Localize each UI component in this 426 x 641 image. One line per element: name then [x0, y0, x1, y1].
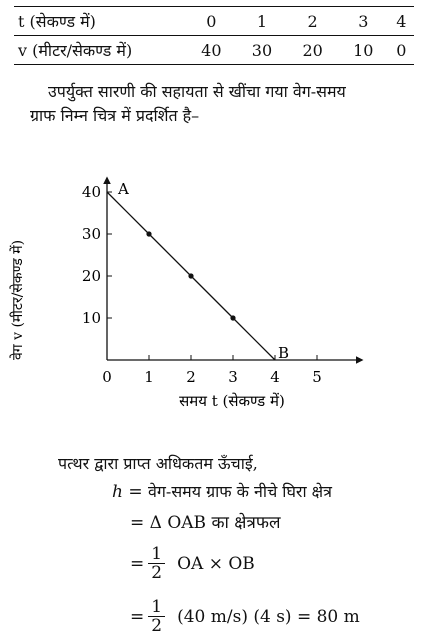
velocity-cell: 10	[338, 36, 389, 65]
point-label-a: A	[118, 180, 129, 198]
caption-line-1: उपर्युक्त सारणी की सहायता से खींचा गया वेग-समय	[48, 82, 346, 101]
data-point	[146, 231, 151, 236]
time-cell: 4	[389, 7, 414, 36]
y-tick-label: 30	[81, 225, 101, 243]
h-lhs: h =	[112, 482, 143, 502]
chart-layer	[82, 178, 362, 386]
table-row-velocity	[14, 36, 414, 65]
time-cell: 3	[338, 7, 389, 36]
x-tick-label: 4	[270, 368, 280, 386]
velocity-cell: 40	[186, 36, 237, 65]
equals-sign: =	[130, 606, 145, 627]
time-cell: 2	[287, 7, 338, 36]
final-result: (40 m/s) (4 s) = 80 m	[177, 606, 360, 627]
y-axis-label: वेग v (मीटर/सेकण्ड में)	[10, 239, 26, 361]
fraction-numerator: 1	[148, 598, 165, 617]
h-equation	[112, 480, 332, 502]
x-tick-label: 3	[228, 368, 238, 386]
x-tick-label: 1	[144, 368, 154, 386]
half-fraction	[148, 545, 165, 582]
x-tick-label: 5	[312, 368, 322, 386]
y-tick-label: 10	[81, 309, 101, 327]
x-axis-label: समय t (सेकण्ड में)	[179, 392, 285, 410]
x-tick-label: 0	[102, 368, 112, 386]
h-rhs: वेग-समय ग्राफ के नीचे घिरा क्षेत्र	[148, 482, 332, 501]
y-tick-label: 40	[81, 183, 101, 201]
solution-intro: पत्थर द्वारा प्राप्त अधिकतम ऊँचाई,	[58, 454, 258, 473]
point-label-b: B	[278, 344, 290, 362]
y-tick-label: 20	[81, 267, 101, 285]
time-cell: 1	[237, 7, 288, 36]
equals-sign: =	[130, 553, 145, 574]
oa-ob-product: OA × OB	[177, 553, 255, 574]
half-fraction	[148, 598, 165, 635]
area-equation: = Δ OAB का क्षेत्रफल	[130, 513, 281, 533]
velocity-time-graph	[0, 160, 426, 420]
final-equation	[130, 598, 360, 635]
velocity-cell: 20	[287, 36, 338, 65]
velocity-cell: 30	[237, 36, 288, 65]
velocity-cell: 0	[389, 36, 414, 65]
fraction-denominator: 2	[151, 563, 163, 583]
data-table	[14, 6, 414, 65]
caption-line-2: ग्राफ निम्न चित्र में प्रदर्शित है–	[30, 106, 200, 125]
fraction-denominator: 2	[151, 616, 163, 636]
half-base-height-equation	[130, 545, 255, 582]
table-row-time	[14, 7, 414, 36]
fraction-numerator: 1	[148, 545, 165, 564]
x-tick-label: 2	[186, 368, 196, 386]
velocity-label: v (मीटर/सेकण्ड में)	[14, 36, 186, 65]
time-cell: 0	[186, 7, 237, 36]
data-point	[188, 273, 193, 278]
data-point	[230, 315, 235, 320]
time-label: t (सेकण्ड में)	[14, 7, 186, 36]
